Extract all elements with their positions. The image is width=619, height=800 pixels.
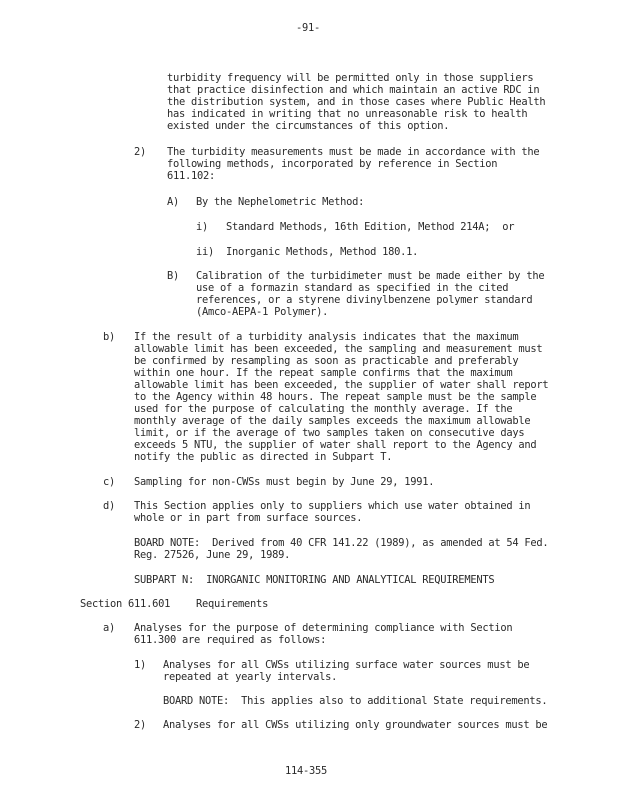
text-line: notify the public as directed in Subpart T.: [134, 451, 393, 463]
text-line: following methods, incorporated by reference in Section: [167, 158, 498, 170]
text-line: whole or in part from surface sources.: [134, 512, 363, 524]
text-line: Sampling for non-CWSs must begin by June 29, 1991.: [134, 476, 435, 488]
text-line: exceeds 5 NTU, the supplier of water shall report to the Agency and: [134, 439, 537, 451]
item-label: a): [103, 622, 116, 634]
item-label: A): [167, 196, 180, 208]
text-line: Reg. 27526, June 29, 1989.: [134, 549, 291, 561]
item-label: B): [167, 270, 180, 282]
text-line: the distribution system, and in those cases where Public Health: [167, 96, 546, 108]
item-label: b): [103, 331, 116, 343]
text-line: By the Nephelometric Method:: [196, 196, 365, 208]
text-line: to the Agency within 48 hours. The repeat sample must be the sample: [134, 391, 537, 403]
text-line: 611.102:: [167, 170, 216, 182]
text-line: has indicated in writing that no unreasonable risk to health: [167, 108, 528, 120]
text-line: be confirmed by resampling as soon as practicable and preferably: [134, 355, 519, 367]
text-line: turbidity frequency will be permitted only in those suppliers: [167, 72, 534, 84]
text-line: used for the purpose of calculating the monthly average. If the: [134, 403, 513, 415]
section-number: Section 611.601: [80, 598, 171, 610]
subpart-heading: SUBPART N: INORGANIC MONITORING AND ANALYTICAL REQUIREMENTS: [134, 574, 495, 586]
text-line: Analyses for all CWSs utilizing surface water sources must be: [163, 659, 530, 671]
item-label: c): [103, 476, 116, 488]
text-line: The turbidity measurements must be made in accordance with the: [167, 146, 540, 158]
text-line: monthly average of the daily samples exceeds the maximum allowable: [134, 415, 531, 427]
board-note: BOARD NOTE: This applies also to additional State requirements.: [163, 695, 548, 707]
text-line: This Section applies only to suppliers which use water obtained in: [134, 500, 531, 512]
item-label: 2): [134, 719, 147, 731]
page-footer-id: 114-355: [285, 765, 328, 777]
text-line: If the result of a turbidity analysis indicates that the maximum: [134, 331, 519, 343]
text-line: existed under the circumstances of this option.: [167, 120, 450, 132]
item-label: 2): [134, 146, 147, 158]
item-label: d): [103, 500, 116, 512]
text-line: BOARD NOTE: Derived from 40 CFR 141.22 (1989), as amended at 54 Fed.: [134, 537, 549, 549]
text-line: Standard Methods, 16th Edition, Method 214A; or: [226, 221, 515, 233]
text-line: allowable limit has been exceeded, the supplier of water shall report: [134, 379, 549, 391]
item-label: 1): [134, 659, 147, 671]
text-line: Calibration of the turbidimeter must be made either by the: [196, 270, 545, 282]
text-line: (Amco-AEPA-1 Polymer).: [196, 306, 329, 318]
text-line: 611.300 are required as follows:: [134, 634, 327, 646]
text-line: Inorganic Methods, Method 180.1.: [226, 246, 419, 258]
section-title: Requirements: [196, 598, 269, 610]
text-line: Analyses for all CWSs utilizing only groundwater sources must be: [163, 719, 548, 731]
text-line: references, or a styrene divinylbenzene polymer standard: [196, 294, 533, 306]
text-line: that practice disinfection and which maintain an active RDC in: [167, 84, 540, 96]
text-line: limit, or if the average of two samples taken on consecutive days: [134, 427, 525, 439]
item-label: i): [196, 221, 209, 233]
text-line: use of a formazin standard as specified in the cited: [196, 282, 509, 294]
page-number-header: -91-: [296, 22, 321, 34]
text-line: repeated at yearly intervals.: [163, 671, 338, 683]
item-label: ii): [196, 246, 215, 258]
text-line: within one hour. If the repeat sample confirms that the maximum: [134, 367, 513, 379]
text-line: allowable limit has been exceeded, the sampling and measurement must: [134, 343, 543, 355]
text-line: Analyses for the purpose of determining compliance with Section: [134, 622, 513, 634]
